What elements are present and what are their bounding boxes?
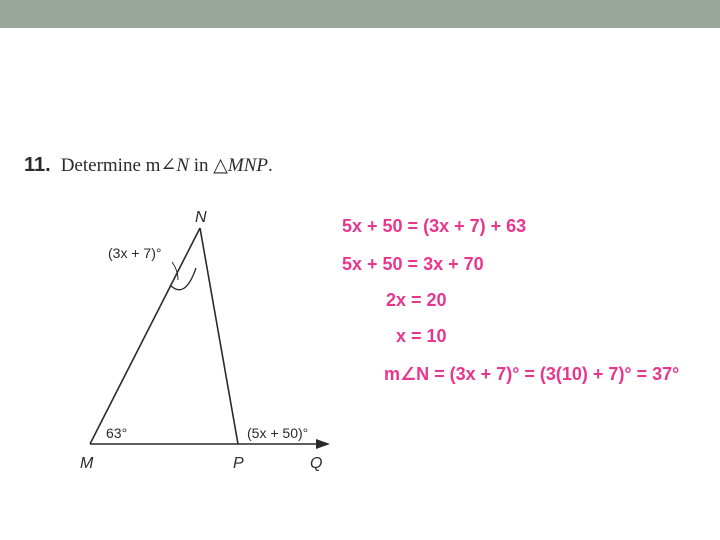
angle-label-m: 63° [106,425,128,441]
vertex-label-m: M [80,455,94,472]
angle-label-exterior-p: (5x + 50)° [247,425,309,441]
vertex-label-q: Q [310,455,323,472]
vertex-label-n: N [195,209,207,226]
angle-label-n: (3x + 7)° [108,245,162,261]
problem-text-end: . [268,155,273,176]
problem-triangle-name: MNP [227,155,269,176]
solution-step-4: x = 10 [396,326,447,346]
side-np [200,228,238,444]
problem-angle-letter: N [176,155,190,176]
solution-step-3: 2x = 20 [386,290,447,310]
problem-text-before: Determine m∠ [60,155,177,176]
vertex-label-p: P [233,455,244,472]
solution-step-5: m∠N = (3x + 7)° = (3(10) + 7)° = 37° [384,364,680,384]
problem-text-mid: in △ [189,155,228,176]
solution-step-1: 5x + 50 = (3x + 7) + 63 [342,216,527,236]
ray-arrowhead-icon [316,439,330,449]
solution-step-2: 5x + 50 = 3x + 70 [342,254,484,274]
problem-number: 11. [24,154,51,176]
